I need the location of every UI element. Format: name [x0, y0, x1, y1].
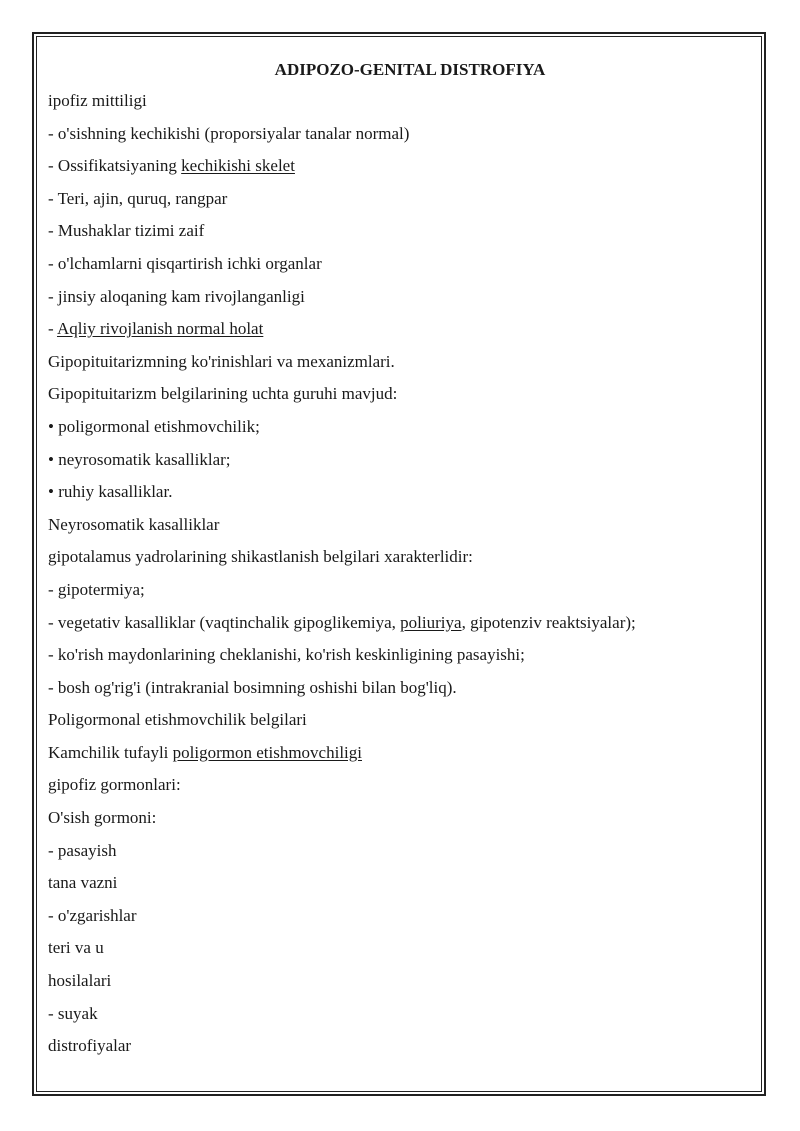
text-line: gipofiz gormonlari: [48, 775, 181, 795]
text-line: - o'zgarishlar [48, 905, 137, 925]
text-line: distrofiyalar [48, 1036, 132, 1056]
text-line: Neyrosomatik kasalliklar [48, 514, 220, 534]
text-line: teri va u [48, 938, 104, 958]
text-line: - Teri, ajin, quruq, rangpar [48, 188, 228, 208]
text-line: - jinsiy aloqaning kam rivojlanganligi [48, 286, 305, 306]
text-line: - Mushaklar tizimi zaif [48, 221, 205, 241]
text-line: gipotalamus yadrolarining shikastlanish belgilari xarakterlidir: [48, 547, 473, 567]
text-line: - suyak [48, 1003, 98, 1023]
text-line: hosilalari [48, 971, 112, 991]
text-segment: - Ossifikatsiyaning [48, 156, 182, 176]
document-title: ADIPOZO-GENITAL DISTROFIYA [274, 60, 546, 79]
document-lines [48, 90, 748, 1068]
underlined-link[interactable]: Aqliy rivojlanish normal holat [56, 319, 264, 339]
underlined-link[interactable]: poligormon etishmovchiligi [172, 742, 362, 762]
underlined-link[interactable]: poliuriya [400, 612, 462, 632]
text-line: O'sish gormoni: [48, 808, 157, 828]
text-line: - gipotermiya; [48, 579, 145, 599]
text-line: • ruhiy kasalliklar. [48, 482, 173, 502]
text-line: Poligormonal etishmovchilik belgilari [48, 710, 307, 730]
text-segment: - vegetativ kasalliklar (vaqtinchalik gipoglikemiya, [48, 612, 401, 632]
text-line [48, 742, 748, 775]
text-line: - pasayish [48, 840, 117, 860]
text-line: - o'lchamlarni qisqartirish ichki organlar [48, 253, 322, 273]
text-line: • neyrosomatik kasalliklar; [48, 449, 231, 469]
text-line: • poligormonal etishmovchilik; [48, 416, 260, 436]
text-line: Gipopituitarizm belgilarining uchta guruhi mavjud: [48, 384, 398, 404]
text-line: - o'sishning kechikishi (proporsiyalar tanalar normal) [48, 123, 410, 143]
text-segment: Kamchilik tufayli [48, 742, 173, 762]
text-line [48, 612, 748, 645]
text-segment: , gipotenziv reaktsiyalar); [461, 612, 636, 632]
text-segment: - [48, 319, 57, 339]
text-line: - ko'rish maydonlarining cheklanishi, ko'rish keskinligining pasayishi; [48, 645, 525, 665]
text-line: - bosh og'rig'i (intrakranial bosimning oshishi bilan bog'liq). [48, 677, 457, 697]
text-line: Gipopituitarizmning ko'rinishlari va mexanizmlari. [48, 351, 395, 371]
text-line [48, 155, 748, 188]
document-body [48, 58, 748, 1068]
text-line [48, 318, 748, 351]
text-line: tana vazni [48, 873, 118, 893]
text-line: ipofiz mittiligi [48, 91, 147, 110]
underlined-link[interactable]: kechikishi skelet [181, 156, 295, 176]
